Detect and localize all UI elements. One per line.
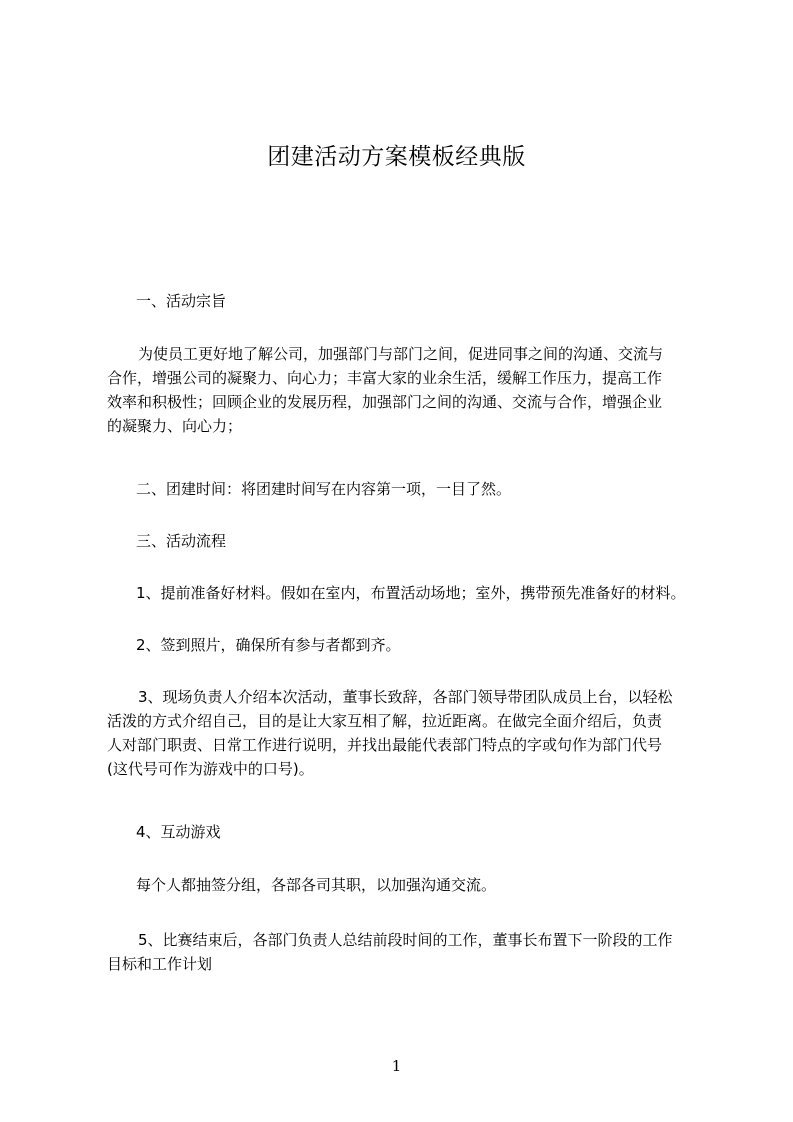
paragraph-line: 效率和积极性；回顾企业的发展历程，加强部门之间的沟通、交流与合作，增强企业 — [107, 393, 663, 411]
process-step-2: 2、签到照片，确保所有参与者都到齐。 — [136, 636, 401, 654]
paragraph-line: 5、比赛结束后，各部门负责人总结前段时间的工作，董事长布置下一阶段的工作 — [138, 931, 673, 949]
paragraph-line: 为使员工更好地了解公司，加强部门与部门之间，促进同事之间的沟通、交流与 — [138, 345, 664, 363]
paragraph-line: (这代号可作为游戏中的口号)。 — [107, 760, 314, 778]
paragraph-line: 目标和工作计划 — [107, 955, 213, 973]
paragraph-line: 人对部门职责、日常工作进行说明，并找出最能代表部门特点的字或句作为部门代号 — [107, 736, 663, 754]
process-step-4-heading: 4、互动游戏 — [136, 823, 221, 841]
paragraph-line: 合作，增强公司的凝聚力、向心力；丰富大家的业余生活，缓解工作压力，提高工作 — [107, 369, 663, 387]
paragraph-line: 活泼的方式介绍自己，目的是让大家互相了解，拉近距离。在做完全面介绍后，负责 — [107, 712, 663, 730]
document-title: 团建活动方案模板经典版 — [267, 144, 526, 170]
process-step-4-body: 每个人都抽签分组，各部各司其职，以加强沟通交流。 — [136, 876, 497, 894]
process-step-3 — [107, 685, 673, 781]
process-step-5 — [107, 928, 673, 976]
purpose-paragraph — [107, 342, 663, 438]
paragraph-line: 3、现场负责人介绍本次活动，董事长致辞，各部门领导带团队成员上台，以轻松 — [138, 688, 673, 706]
process-step-1: 1、提前准备好材料。假如在室内，布置活动场地；室外，携带预先准备好的材料。 — [136, 584, 686, 602]
section-heading-process: 三、活动流程 — [136, 532, 227, 550]
section-heading-time: 二、团建时间：将团建时间写在内容第一项，一目了然。 — [136, 480, 512, 498]
paragraph-line: 的凝聚力、向心力； — [107, 417, 243, 435]
page-number: 1 — [391, 1057, 402, 1075]
section-heading-purpose: 一、活动宗旨 — [136, 292, 227, 310]
